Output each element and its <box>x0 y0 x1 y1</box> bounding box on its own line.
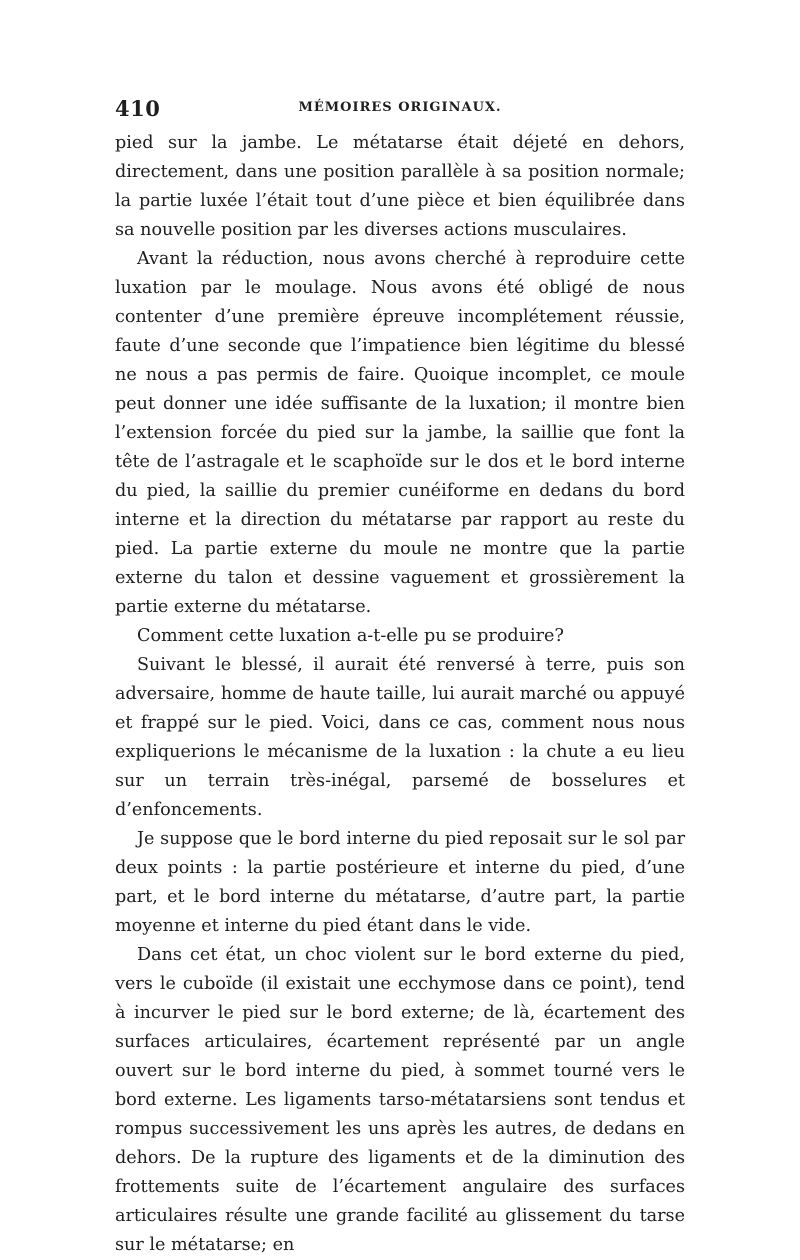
paragraph-moulage: Avant la réduction, nous avons cherché à reproduire cette luxation par le moulage. Nous avons été obligé de nous contenter d’une première épreuve incomplétement réussie, faute d’une seconde que l’impatience bien légitime du blessé ne nous a pas permis de faire. Quoique incomplet, ce moule peut donner une idée suffisante de la luxation; il montre bien l’extension forcée du pied sur la jambe, la saillie que font la tête de l’astragale et le scaphoïde sur le dos et le bord interne du pied, la saillie du premier cunéiforme en dedans du bord interne et la direction du métatarse par rapport au reste du pied. La partie externe du moule ne montre que la partie externe du talon et dessine vaguement et grossièrement la partie externe du métatarse. <box>115 249 685 617</box>
body-text <box>115 129 685 1260</box>
page-number: 410 <box>115 96 161 121</box>
paragraph-mechanism: Dans cet état, un choc violent sur le bord externe du pied, vers le cuboïde (il existait une ecchymose dans ce point), tend à incurver le pied sur le bord externe; de là, écartement des surfaces articulaires, écartement représenté par un angle ouvert sur le bord interne du pied, à sommet tourné vers le bord externe. Les ligaments tarso-métatarsiens sont tendus et rompus successivement les uns après les autres, de dedans en dehors. De la rupture des ligaments et de la diminution des frottements suite de l’écartement angulaire des surfaces articulaires résulte une grande facilité au glissement du tarse sur le métatarse; en <box>115 945 685 1255</box>
running-head <box>115 96 685 124</box>
running-title: MÉMOIRES ORIGINAUX. <box>298 100 502 115</box>
paragraph-blesse-account: Suivant le blessé, il aurait été renversé à terre, puis son adversaire, homme de haute taille, lui aurait marché ou appuyé et frappé sur le pied. Voici, dans ce cas, comment nous nous expliquerions le mécanisme de la luxation : la chute a eu lieu sur un terrain très-inégal, parsemé de bosselures et d’enfoncements. <box>115 655 685 820</box>
paragraph-continuation: pied sur la jambe. Le métatarse était déjeté en dehors, directement, dans une position parallèle à sa position normale; la partie luxée l’était tout d’une pièce et bien équilibrée dans sa nouvelle position par les diverses actions musculaires. <box>115 133 685 240</box>
paragraph-question: Comment cette luxation a-t-elle pu se produire? <box>137 626 564 646</box>
paragraph-supposition: Je suppose que le bord interne du pied reposait sur le sol par deux points : la partie postérieure et interne du pied, d’une part, et le bord interne du métatarse, d’autre part, la partie moyenne et interne du pied étant dans le vide. <box>115 829 685 936</box>
